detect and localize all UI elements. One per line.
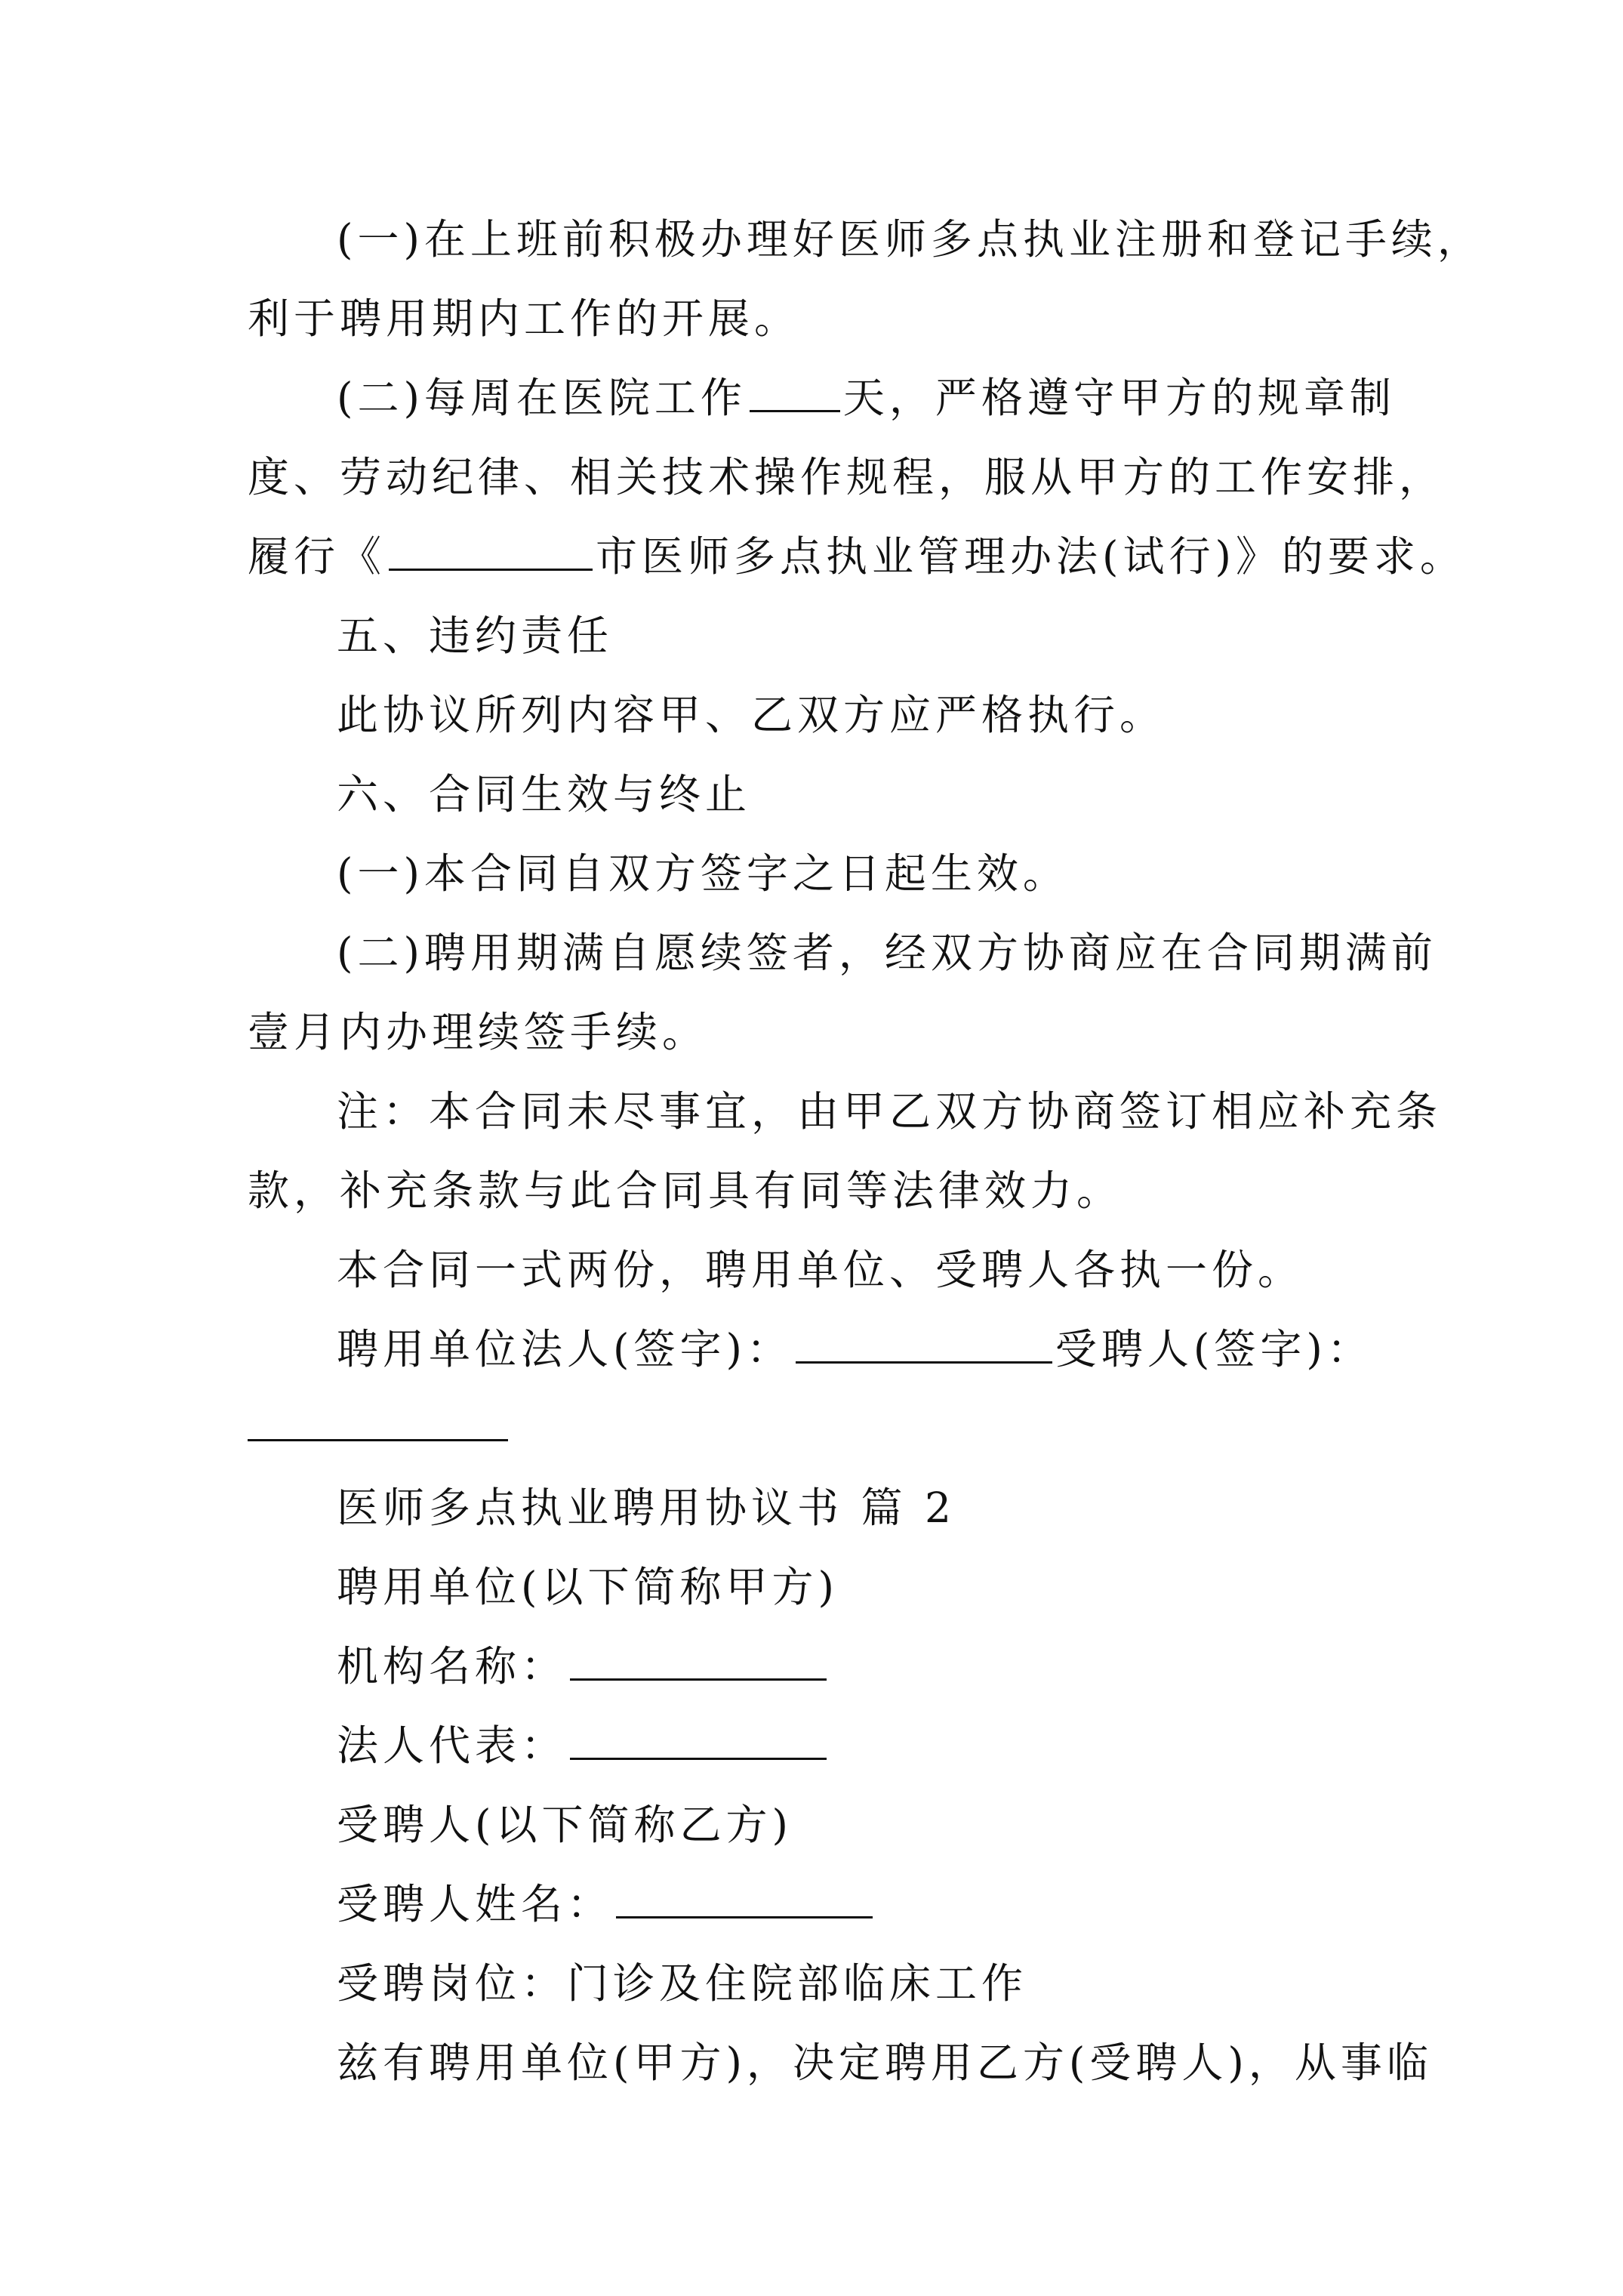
closing-line: 兹有聘用单位(甲方)，决定聘用乙方(受聘人)，从事临: [337, 2039, 1433, 2087]
employee-name-blank[interactable]: [616, 1915, 873, 1918]
employee-party-label: 受聘人(以下简称乙方): [337, 1801, 793, 1849]
clause-4-2-line-1: [337, 374, 1396, 422]
section-5-text: 此协议所列内容甲、乙双方应严格执行。: [337, 691, 1166, 739]
clause-4-2-text-b: 天，严格遵守甲方的规章制: [842, 374, 1396, 422]
clause-4-2-text-c: 履行《: [248, 532, 387, 581]
clause-4-2-text-d: 市医师多点执业管理办法(试行)》的要求。: [596, 532, 1466, 581]
employer-party-label: 聘用单位(以下简称甲方): [337, 1563, 839, 1611]
note-line-2: 款，补充条款与此合同具有同等法律效力。: [248, 1166, 1123, 1215]
legal-rep-label: 法人代表：: [337, 1721, 568, 1770]
clause-4-2-line-2: 度、劳动纪律、相关技术操作规程，服从甲方的工作安排，: [248, 453, 1446, 501]
employer-signature-blank[interactable]: [796, 1361, 1052, 1364]
copies-statement: 本合同一式两份，聘用单位、受聘人各执一份。: [337, 1246, 1304, 1294]
employer-signature-label: 聘用单位法人(签字)：: [337, 1325, 793, 1373]
org-name-row: [337, 1642, 830, 1690]
workdays-blank[interactable]: [750, 409, 840, 412]
clause-4-2-line-3: [248, 532, 1466, 581]
clause-6-2-line-1: (二)聘用期满自愿续签者，经双方协商应在合同期满前: [337, 929, 1437, 977]
org-name-blank[interactable]: [570, 1678, 827, 1681]
section-5-heading: 五、违约责任: [337, 612, 614, 660]
legal-rep-row: [337, 1721, 830, 1770]
city-name-blank[interactable]: [389, 568, 593, 571]
clause-4-1-line-2: 利于聘用期内工作的开展。: [248, 294, 801, 343]
clause-6-2-line-2: 壹月内办理续签手续。: [248, 1008, 709, 1056]
org-name-label: 机构名称：: [337, 1642, 568, 1690]
legal-rep-blank[interactable]: [570, 1757, 827, 1760]
employee-signature-label: 受聘人(签字)：: [1055, 1325, 1373, 1373]
clause-4-1-line-1: (一)在上班前积极办理好医师多点执业注册和登记手续，: [337, 215, 1483, 264]
employee-signature-blank[interactable]: [248, 1439, 508, 1441]
employee-name-label: 受聘人姓名：: [337, 1880, 614, 1928]
note-line-1: 注：本合同未尽事宜，由甲乙双方协商签订相应补充条: [337, 1087, 1443, 1136]
signature-line: [337, 1325, 1373, 1373]
employee-name-row: [337, 1880, 876, 1928]
section-6-heading: 六、合同生效与终止: [337, 770, 752, 818]
clause-6-1: (一)本合同自双方签字之日起生效。: [337, 849, 1069, 898]
position-line: 受聘岗位：门诊及住院部临床工作: [337, 1959, 1028, 2008]
part2-title: 医师多点执业聘用协议书 篇 2: [337, 1484, 956, 1532]
clause-4-2-text-a: (二)每周在医院工作: [337, 374, 747, 422]
